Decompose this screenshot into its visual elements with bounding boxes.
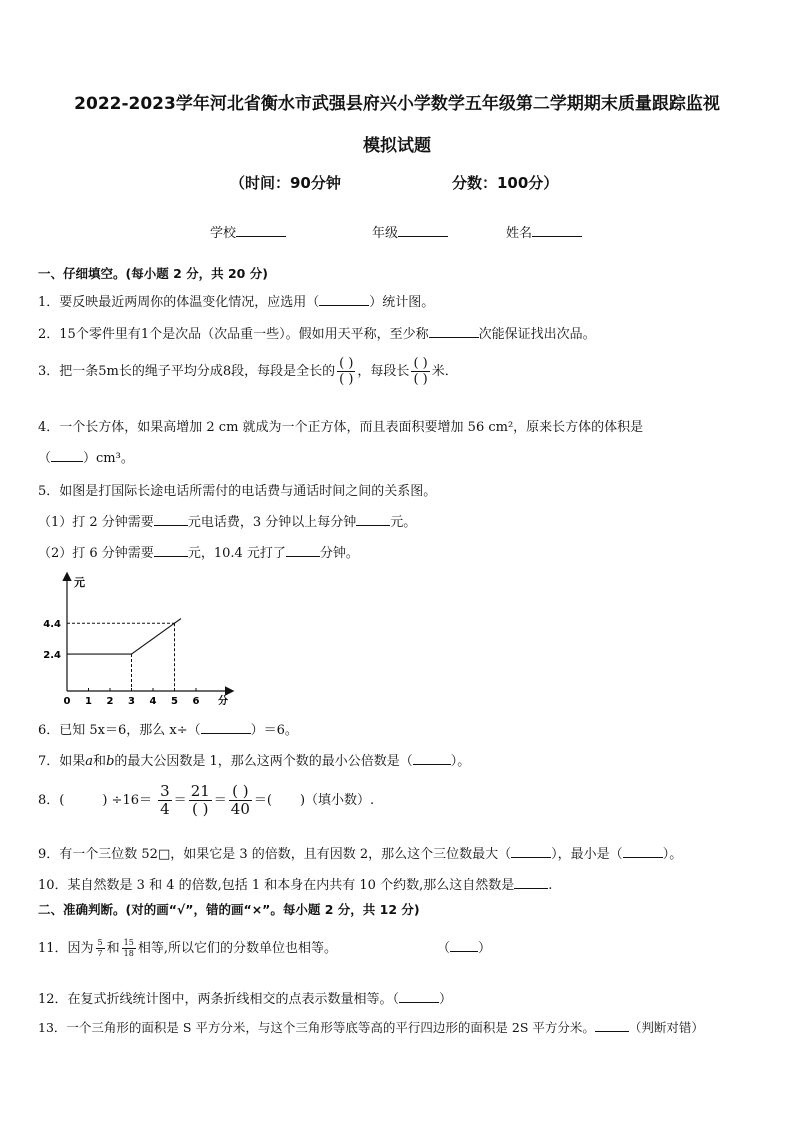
q9-text-a: 9．有一个三位数 52□，如果它是 3 的倍数，且有因数 2，那么这个三位数最大（ xyxy=(38,847,512,862)
q8-fraction-3 xyxy=(229,783,252,818)
q4-text-c: ）cm³。 xyxy=(83,451,134,466)
q11-text-c: （ xyxy=(436,941,450,956)
q6-blank[interactable] xyxy=(201,722,251,734)
q9-blank1[interactable] xyxy=(511,846,551,858)
q8-fraction-1 xyxy=(158,783,172,818)
q8-eq-2: ＝ xyxy=(213,793,227,808)
q3-frac1-num[interactable]: ( ) xyxy=(339,356,354,371)
q2-text-a: 2．15个零件里有1个是次品（次品重一些）。假如用天平称，至少称 xyxy=(38,327,429,342)
q5-s2-blank2[interactable] xyxy=(286,545,320,557)
q3-frac2-den[interactable]: ( ) xyxy=(413,372,428,387)
question-4-line2 xyxy=(38,447,134,466)
q11-f2-num: 15 xyxy=(123,938,134,947)
question-10 xyxy=(38,874,552,893)
school-field xyxy=(210,222,286,241)
q3-frac2-num[interactable]: ( ) xyxy=(413,356,428,371)
y-tick-label: 4.4 xyxy=(43,619,61,631)
q11-fraction-2 xyxy=(122,938,136,959)
q7-text-m: 和 xyxy=(93,754,107,769)
question-4-line1: 4．一个长方体，如果高增加 2 cm 就成为一个正方体，而且表面积要增加 56 cm²，原来长方体的体积是 xyxy=(38,420,644,435)
q11-text-a: 11．因为 xyxy=(38,941,94,956)
q12-text-a: 12．在复式折线统计图中，两条折线相交的点表示数量相等。（ xyxy=(38,992,400,1007)
x-tick-label: 6 xyxy=(192,696,200,707)
q3-fraction-1 xyxy=(337,356,355,387)
q8-f3-num[interactable]: ( ) xyxy=(229,783,252,801)
q13-blank[interactable] xyxy=(595,1020,629,1032)
q10-text-b: . xyxy=(548,878,553,893)
question-9 xyxy=(38,843,682,862)
q13-text-a: 13．一个三角形的面积是 S 平方分米，与这个三角形等底等高的平行四边形的面积是 2S 平方分米。 xyxy=(38,1020,595,1035)
q4-text-b: （ xyxy=(38,451,52,466)
q3-text-c: 米． xyxy=(431,364,458,379)
q11-blank[interactable] xyxy=(450,940,478,952)
x-axis-label: 分 xyxy=(218,696,228,707)
q8-f1-num: 3 xyxy=(160,782,170,800)
q11-fraction-1 xyxy=(96,938,105,959)
question-7 xyxy=(38,750,470,769)
q5-s1-text-b: 元电话费，3 分钟以上每分钟 xyxy=(187,515,357,530)
x-tick-label: 4 xyxy=(149,696,157,707)
q7-var-b: b xyxy=(106,754,115,769)
q5-s2-text-a: （2）打 6 分钟需要 xyxy=(38,546,154,561)
q7-text-a: 7．如果 xyxy=(38,754,86,769)
q1-text-b: ）统计图。 xyxy=(369,295,435,310)
q3-text-a: 3．把一条5m长的绳子平均分成8段，每段是全长的 xyxy=(38,364,336,379)
q8-eq-1: ＝ xyxy=(173,793,187,808)
q8-text-d: )（填小数）. xyxy=(299,793,375,808)
q1-blank[interactable] xyxy=(319,294,369,306)
name-field xyxy=(506,222,582,241)
q11-text-d: ） xyxy=(478,941,492,956)
name-label: 姓名 xyxy=(506,226,533,241)
x-tick-label: 2 xyxy=(106,696,114,707)
y-axis-label: 元 xyxy=(74,576,85,589)
q12-blank[interactable] xyxy=(399,991,439,1003)
q7-var-a: a xyxy=(85,754,94,769)
question-8 xyxy=(38,783,374,818)
q8-text-c: ＝( xyxy=(253,793,272,808)
q5-s2-blank1[interactable] xyxy=(154,545,188,557)
name-blank[interactable] xyxy=(532,224,582,237)
q5-s1-blank1[interactable] xyxy=(154,514,188,526)
q5-s1-text-a: （1）打 2 分钟需要 xyxy=(38,515,154,530)
question-6 xyxy=(38,719,298,738)
q11-text-b: 相等,所以它们的分数单位也相等。 xyxy=(137,941,337,956)
q6-text-a: 6．已知 5x＝6，那么 x÷（ xyxy=(38,723,201,738)
question-13 xyxy=(38,1018,704,1036)
grade-blank[interactable] xyxy=(398,224,448,237)
page-title-line1: 2022-2023学年河北省衡水市武强县府兴小学数学五年级第二学期期末质量跟踪监视 xyxy=(74,94,720,114)
x-tick-label: 1 xyxy=(85,696,92,707)
q7-blank[interactable] xyxy=(413,753,451,765)
school-blank[interactable] xyxy=(236,224,286,237)
school-label: 学校 xyxy=(210,226,237,241)
question-1 xyxy=(38,291,434,310)
phone-fee-chart xyxy=(30,568,240,708)
q5-s1-text-c: 元。 xyxy=(390,515,417,530)
q2-blank[interactable] xyxy=(429,326,479,338)
q9-text-b: ），最小是（ xyxy=(551,847,623,862)
y-tick-label: 2.4 xyxy=(43,650,61,662)
section1-title: 一、仔细填空。(每小题 2 分，共 20 分) xyxy=(38,266,268,281)
q8-fraction-2 xyxy=(189,783,212,818)
question-5-sub2 xyxy=(38,542,359,561)
q6-text-b: ）＝6。 xyxy=(250,723,298,738)
q11-f2-den: 18 xyxy=(123,949,134,958)
question-5: 5．如图是打国际长途电话所需付的电话费与通话时间之间的关系图。 xyxy=(38,484,437,499)
page-title-line2: 模拟试题 xyxy=(363,136,431,156)
exam-time: （时间：90分钟 xyxy=(230,174,341,192)
q5-s2-text-c: 分钟。 xyxy=(319,546,359,561)
q8-f3-den: 40 xyxy=(230,800,250,818)
x-tick-label: 0 xyxy=(63,696,71,707)
q8-f2-num: 21 xyxy=(190,782,210,800)
q9-blank2[interactable] xyxy=(623,846,663,858)
q11-f1-num: 5 xyxy=(97,938,103,947)
q8-text-a: 8．( xyxy=(38,793,65,808)
q5-s1-blank2[interactable] xyxy=(356,514,390,526)
q11-f1-den: 7 xyxy=(97,949,103,958)
exam-score: 分数：100分） xyxy=(452,174,559,192)
x-tick-label: 3 xyxy=(128,696,135,707)
question-11 xyxy=(38,937,491,959)
q3-text-b: ，每段长 xyxy=(357,364,410,379)
question-3 xyxy=(38,356,458,387)
q7-text-c: ）。 xyxy=(450,754,471,769)
q11-text-m: 和 xyxy=(106,941,120,956)
q7-text-b: 的最大公因数是 1，那么这两个数的最小公倍数是（ xyxy=(114,754,413,769)
q4-blank[interactable] xyxy=(51,450,83,462)
series-line xyxy=(67,619,181,654)
q2-text-b: 次能保证找出次品。 xyxy=(478,327,596,342)
q10-blank[interactable] xyxy=(514,877,548,889)
q1-text-a: 1．要反映最近两周你的体温变化情况，应选用（ xyxy=(38,295,320,310)
grade-label: 年级 xyxy=(372,226,399,241)
grade-field xyxy=(372,222,448,241)
section2-title: 二、准确判断。(对的画“√”，错的画“×”。每小题 2 分，共 12 分) xyxy=(38,902,420,917)
q12-text-b: ） xyxy=(439,992,453,1007)
q5-s2-text-b: 元，10.4 元打了 xyxy=(187,546,286,561)
q10-text-a: 10．某自然数是 3 和 4 的倍数,包括 1 和本身在内共有 10 个约数,那么这自然数是 xyxy=(38,878,515,893)
question-5-sub1 xyxy=(38,511,416,530)
q3-frac1-den[interactable]: ( ) xyxy=(339,372,354,387)
q3-fraction-2 xyxy=(411,356,429,387)
question-12 xyxy=(38,988,452,1007)
q8-f1-den: 4 xyxy=(160,800,170,818)
q9-text-c: ）。 xyxy=(662,847,683,862)
q8-f2-den[interactable]: ( ) xyxy=(191,800,209,818)
q13-text-b: （判断对错） xyxy=(628,1020,704,1035)
question-2 xyxy=(38,323,596,342)
q8-text-b: ) ÷16＝ xyxy=(102,793,152,808)
x-tick-label: 5 xyxy=(171,696,178,707)
